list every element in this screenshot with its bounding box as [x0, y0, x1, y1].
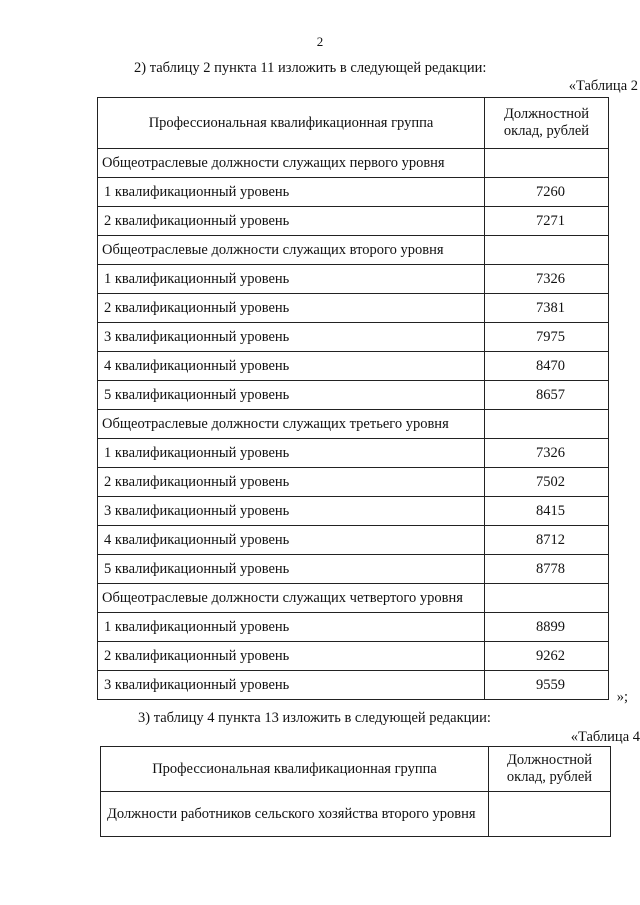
table-row [98, 178, 609, 207]
table-row [98, 381, 609, 410]
table-2-caption: «Таблица 2 [568, 78, 638, 94]
group-label: Общеотраслевые должности служащих первого уровня [98, 149, 485, 178]
salary-value: 7271 [485, 207, 609, 236]
instruction-table-2: 2) таблицу 2 пункта 11 изложить в следующей редакции: [134, 60, 487, 76]
level-label: 3 квалификационный уровень [98, 323, 485, 352]
table-row [98, 207, 609, 236]
salary-value: 8470 [485, 352, 609, 381]
salary-value: 7975 [485, 323, 609, 352]
salary-value [485, 584, 609, 613]
instruction-table-4: 3) таблицу 4 пункта 13 изложить в следующей редакции: [138, 710, 491, 726]
header-group: Профессиональная квалификационная группа [101, 747, 489, 792]
table-row [98, 526, 609, 555]
table-row [98, 439, 609, 468]
salary-value: 8778 [485, 555, 609, 584]
salary-value: 7326 [485, 439, 609, 468]
level-label: 1 квалификационный уровень [98, 613, 485, 642]
level-label: 2 квалификационный уровень [98, 642, 485, 671]
header-salary: Должностной оклад, рублей [489, 747, 611, 792]
table-row [98, 642, 609, 671]
level-label: 2 квалификационный уровень [98, 468, 485, 497]
level-label: 2 квалификационный уровень [98, 207, 485, 236]
level-label: 3 квалификационный уровень [98, 497, 485, 526]
page-number: 2 [316, 34, 324, 49]
level-label: Должности работников сельского хозяйства второго уровня [101, 792, 489, 837]
table-4-body [101, 792, 611, 837]
salary-value: 7381 [485, 294, 609, 323]
table-row [101, 792, 611, 837]
salary-value: 7502 [485, 468, 609, 497]
group-row [98, 236, 609, 265]
level-label: 1 квалификационный уровень [98, 265, 485, 294]
group-label: Общеотраслевые должности служащих четвертого уровня [98, 584, 485, 613]
group-label: Общеотраслевые должности служащих второго уровня [98, 236, 485, 265]
salary-value: 7326 [485, 265, 609, 294]
table-row [98, 497, 609, 526]
closing-quote: »; [616, 689, 628, 705]
salary-value: 7260 [485, 178, 609, 207]
table-row [98, 468, 609, 497]
group-row [98, 149, 609, 178]
salary-value: 8657 [485, 381, 609, 410]
salary-value: 8415 [485, 497, 609, 526]
table-row [98, 323, 609, 352]
group-label: Общеотраслевые должности служащих третьего уровня [98, 410, 485, 439]
salary-value: 9559 [485, 671, 609, 700]
level-label: 1 квалификационный уровень [98, 439, 485, 468]
salary-value [485, 236, 609, 265]
salary-value [485, 410, 609, 439]
level-label: 5 квалификационный уровень [98, 555, 485, 584]
level-label: 4 квалификационный уровень [98, 526, 485, 555]
table-header-row [98, 98, 609, 149]
table-4-caption: «Таблица 4 [570, 729, 640, 745]
table-row [98, 613, 609, 642]
group-row [98, 410, 609, 439]
salary-table-4 [100, 746, 611, 837]
level-label: 1 квалификационный уровень [98, 178, 485, 207]
table-header-row [101, 747, 611, 792]
group-row [98, 584, 609, 613]
table-row [98, 555, 609, 584]
level-label: 3 квалификационный уровень [98, 671, 485, 700]
salary-value: 9262 [485, 642, 609, 671]
salary-value: 8899 [485, 613, 609, 642]
salary-value [489, 792, 611, 837]
salary-value: 8712 [485, 526, 609, 555]
table-row [98, 294, 609, 323]
table-row [98, 352, 609, 381]
table-row [98, 265, 609, 294]
salary-value [485, 149, 609, 178]
level-label: 4 квалификационный уровень [98, 352, 485, 381]
header-group: Профессиональная квалификационная группа [98, 98, 485, 149]
header-salary: Должностной оклад, рублей [485, 98, 609, 149]
level-label: 2 квалификационный уровень [98, 294, 485, 323]
table-2-body [98, 149, 609, 700]
table-row [98, 671, 609, 700]
salary-table-2 [97, 97, 609, 700]
level-label: 5 квалификационный уровень [98, 381, 485, 410]
